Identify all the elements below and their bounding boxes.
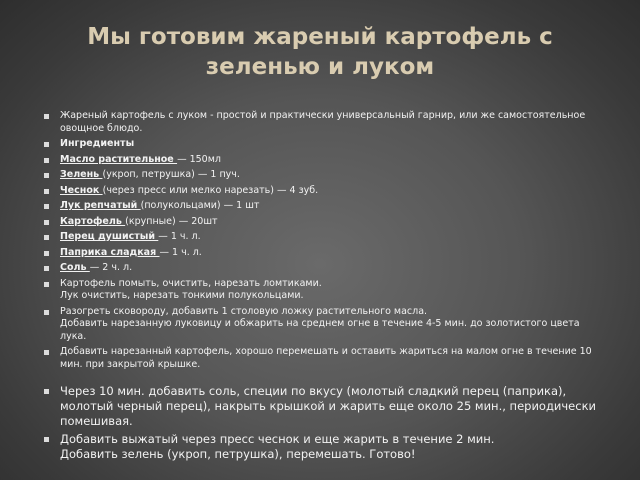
ingredient-detail: (крупные) — 20шт: [125, 215, 218, 227]
intro-text: Жареный картофель с луком - простой и практически универсальный гарнир, или же самостоятельное овощное блюдо.: [44, 110, 604, 135]
ingredient-item: [44, 200, 604, 213]
ingredient-detail: (через пресс или мелко нарезать) — 4 зуб.: [102, 184, 319, 196]
step-line: Разогреть сковороду, добавить 1 столовую ложку растительного масла.: [60, 305, 428, 317]
step-item-large: [44, 384, 604, 429]
step-line: Картофель помыть, очистить, нарезать ломтиками.: [60, 277, 322, 289]
slide-title: Мы готовим жареный картофель с зеленью и луком: [87, 24, 553, 80]
ingredient-name: Паприка сладкая: [60, 246, 160, 258]
ingredient-item: [44, 216, 604, 229]
ingredient-item: [44, 169, 604, 182]
step-item: [44, 306, 604, 344]
ingredient-name: Соль: [60, 262, 90, 273]
ingredient-name: Масло растительное: [60, 153, 178, 165]
ingredient-detail: (полукольцами) — 1 шт: [140, 200, 260, 211]
ingredient-name: Лук репчатый: [60, 200, 141, 211]
step-line: Через 10 мин. добавить соль, специи по вкусу (молотый сладкий перец (паприка), молотый черный перец), накрыть крышкой и жарить еще около 25 мин., периодически помешивая.: [60, 384, 596, 428]
step-line: Добавить нарезанный картофель, хорошо перемешать и оставить жариться на малом огне в течение 10 мин. при закрытой крышке.: [60, 346, 592, 370]
ingredient-item: [44, 154, 604, 167]
ingredient-item: [44, 185, 604, 198]
step-line: Добавить зелень (укроп, петрушка), перемешать. Готово!: [60, 447, 416, 461]
ingredient-name: Чеснок: [60, 184, 103, 196]
step-line: Добавить выжатый через пресс чеснок и еще жарить в течение 2 мин.: [60, 432, 495, 446]
ingredient-item: [44, 231, 604, 244]
ingredient-detail: — 1 ч. л.: [159, 246, 202, 258]
step-item: [44, 346, 604, 371]
ingredients-heading: Ингредиенты: [44, 138, 604, 151]
step-line: Добавить нарезанную луковицу и обжарить на среднем огне в течение 4-5 мин. до золотистого цвета лука.: [60, 318, 580, 342]
step-item: [44, 278, 604, 303]
ingredient-detail: — 2 ч. л.: [89, 262, 133, 273]
ingredient-item: [44, 262, 604, 275]
ingredient-item: [44, 247, 604, 260]
ingredient-name: Картофель: [60, 215, 126, 227]
ingredient-name: Зелень: [60, 169, 103, 180]
step-line: Лук очистить, нарезать тонкими полукольцами.: [60, 290, 304, 301]
ingredient-detail: — 150мл: [177, 153, 221, 165]
ingredient-detail: — 1 ч. л.: [158, 231, 201, 242]
spacer: [44, 374, 604, 384]
step-item-large: [44, 432, 604, 462]
slide-body: [44, 110, 604, 465]
ingredient-detail: (укроп, петрушка) — 1 пуч.: [102, 169, 240, 180]
ingredient-name: Перец душистый: [60, 231, 159, 242]
